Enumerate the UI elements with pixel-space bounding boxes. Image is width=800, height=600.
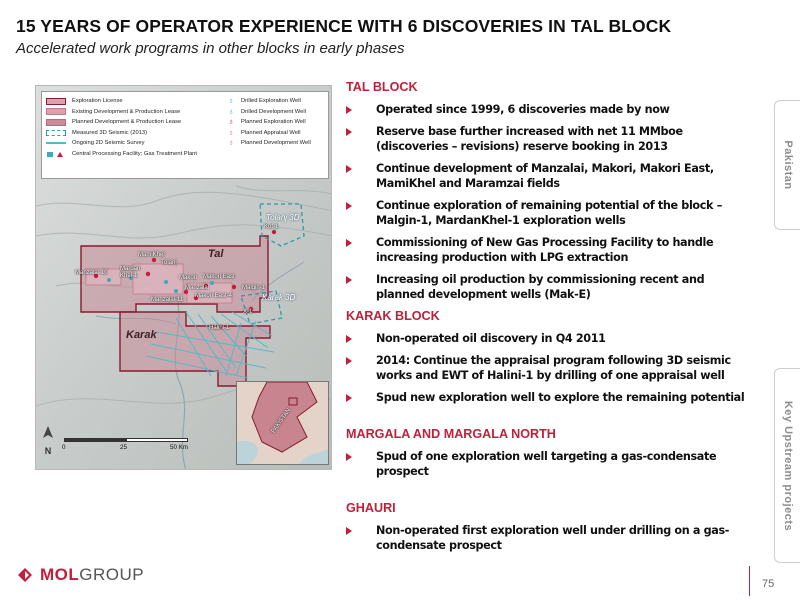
tal-bullet: Increasing oil production by commissioning recent and planned development wells (Mak-E) (346, 272, 751, 302)
drilled-development-well-icon: ♁ (228, 106, 234, 116)
mardan-khel-label: Mardan Khel-1 (120, 266, 141, 279)
tolanj-3d-label: Tolanj 3D (266, 213, 300, 222)
manzalai-11-label: Manzalai-11 (151, 297, 184, 303)
page-number: 75 (762, 578, 775, 590)
drilled-exploration-well-icon: ♁ (228, 96, 234, 106)
3d-seismic-swatch (46, 130, 66, 136)
mol-logo-icon (16, 566, 34, 584)
bullet-arrow-icon (346, 276, 352, 284)
tal-bullet: Operated since 1999, 6 discoveries made by now (346, 102, 751, 117)
manzalai-label: Manzalai (185, 285, 210, 291)
pakistan-inset-map (236, 381, 329, 465)
tab-pakistan[interactable]: Pakistan (774, 100, 800, 230)
page-subtitle: Accelerated work programs in other blocks in early phases (16, 40, 405, 57)
north-arrow-icon: N (42, 426, 54, 456)
tal-bullet: Continue exploration of remaining potential of the block –Malgin-1, MardanKhel-1 exploration wells (346, 198, 751, 228)
planned-lease-swatch (46, 119, 66, 126)
makori-label: Makori (179, 275, 198, 281)
planned-appraisal-well-icon: ♁ (228, 127, 234, 137)
block-map: Exploration License Existing Development & Production Lease Planned Development & Production Lease Measured 3D Seismic (2013) Ongoing 2D Seismic Survey Central Processing Facility; Gas Treatment Plant ♁ Drilled Exploration Well ♁ Drilled Development Well ♁ Planned Exploration Well ♁ Planned Appraisal Well ♁ Planned Development Well Tal Karak Tolanj 3D Karak 3D Kot-1 MamiKhel Tolanj Mardan Khel-1 Manzalai-10 Manzalai-11 Makori Manzalai Makori East Makori East-4 Malgin-1 X-1 Halini-1 N 0 25 50 Km PAKISTAN (35, 85, 332, 470)
section-heading-margala: MARGALA AND MARGALA NORTH (346, 427, 556, 441)
karak-3d-label: Karak 3D (262, 293, 296, 302)
map-legend (41, 91, 329, 179)
legend-item: ♁ Planned Appraisal Well (228, 127, 301, 137)
halini-label: Halini-1 (209, 325, 230, 331)
malgin-label: Malgin-1 (242, 285, 266, 291)
legend-item: ♁ Drilled Exploration Well (228, 96, 301, 106)
content-column (346, 80, 751, 560)
page-title: 15 YEARS OF OPERATOR EXPERIENCE WITH 6 DISCOVERIES IN TAL BLOCK (16, 16, 672, 36)
bullet-arrow-icon (346, 335, 352, 343)
mol-group-logo: MOLGROUP (16, 565, 144, 585)
pakistan-inset-label: PAKISTAN (270, 407, 293, 435)
tal-bullet: Continue development of Manzalai, Makori, Makori East, MamiKhel and Maramzai fields (346, 161, 751, 191)
bullet-arrow-icon (346, 453, 352, 461)
karak-bullet: 2014: Continue the appraisal program following 3D seismic works and EWT of Halini-1 by drilling of one appraisal well (346, 353, 751, 383)
2d-seismic-swatch (46, 142, 66, 144)
legend-item: Planned Development & Production Lease (46, 117, 197, 128)
karak-block-label: Karak (126, 329, 157, 341)
bullet-arrow-icon (346, 394, 352, 402)
bullet-arrow-icon (346, 128, 352, 136)
kot-well-label: Kot-1 (264, 224, 279, 230)
legend-item: Exploration License (46, 96, 197, 107)
karak-bullet: Spud new exploration well to explore the remaining potential (346, 390, 751, 405)
tal-bullet: Commissioning of New Gas Processing Facility to handle increasing production with LPG extraction (346, 235, 751, 265)
karak-bullet: Non-operated oil discovery in Q4 2011 (346, 331, 751, 346)
makori-east-4-label: Makori East-4 (195, 293, 233, 299)
legend-item: Measured 3D Seismic (2013) (46, 128, 197, 139)
bullet-arrow-icon (346, 527, 352, 535)
legend-item: Ongoing 2D Seismic Survey (46, 138, 197, 149)
section-heading-ghauri: GHAURI (346, 501, 396, 515)
tal-block-label: Tal (208, 248, 224, 260)
legend-item: Existing Development & Production Lease (46, 107, 197, 118)
bullet-arrow-icon (346, 357, 352, 365)
legend-item: Central Processing Facility; Gas Treatment Plant (46, 149, 197, 160)
ghauri-bullet: Non-operated first exploration well under drilling on a gas-condensate prospect (346, 523, 751, 553)
tab-key-upstream-projects[interactable]: Key Upstream projects (774, 368, 800, 563)
margala-bullet: Spud of one exploration well targeting a gas-condensate prospect (346, 449, 751, 479)
tal-bullet: Reserve base further increased with net 11 MMboe (discoveries – revisions) reserve booking in 2013 (346, 124, 751, 154)
bullet-arrow-icon (346, 165, 352, 173)
processing-facility-icon (46, 151, 66, 157)
legend-item: ♁ Drilled Development Well (228, 106, 306, 116)
section-heading-karak: KARAK BLOCK (346, 309, 440, 323)
existing-lease-swatch (46, 108, 66, 115)
x1-label: X-1 (243, 309, 253, 315)
page-number-divider (749, 566, 750, 596)
makori-east-label: Makori East (203, 274, 235, 280)
bullet-arrow-icon (346, 202, 352, 210)
section-heading-tal: TAL BLOCK (346, 80, 418, 94)
bullet-arrow-icon (346, 239, 352, 247)
bullet-arrow-icon (346, 106, 352, 114)
mamikhel-label: MamiKhel (138, 252, 165, 258)
manzalai-10-label: Manzalai-10 (75, 270, 108, 276)
planned-development-well-icon: ♁ (228, 138, 234, 148)
planned-exploration-well-icon: ♁ (228, 117, 234, 127)
exploration-license-swatch (46, 98, 66, 105)
tolanj-label: Tolanj (161, 260, 177, 266)
legend-item: ♁ Planned Exploration Well (228, 117, 306, 127)
legend-item: ♁ Planned Development Well (228, 138, 311, 148)
